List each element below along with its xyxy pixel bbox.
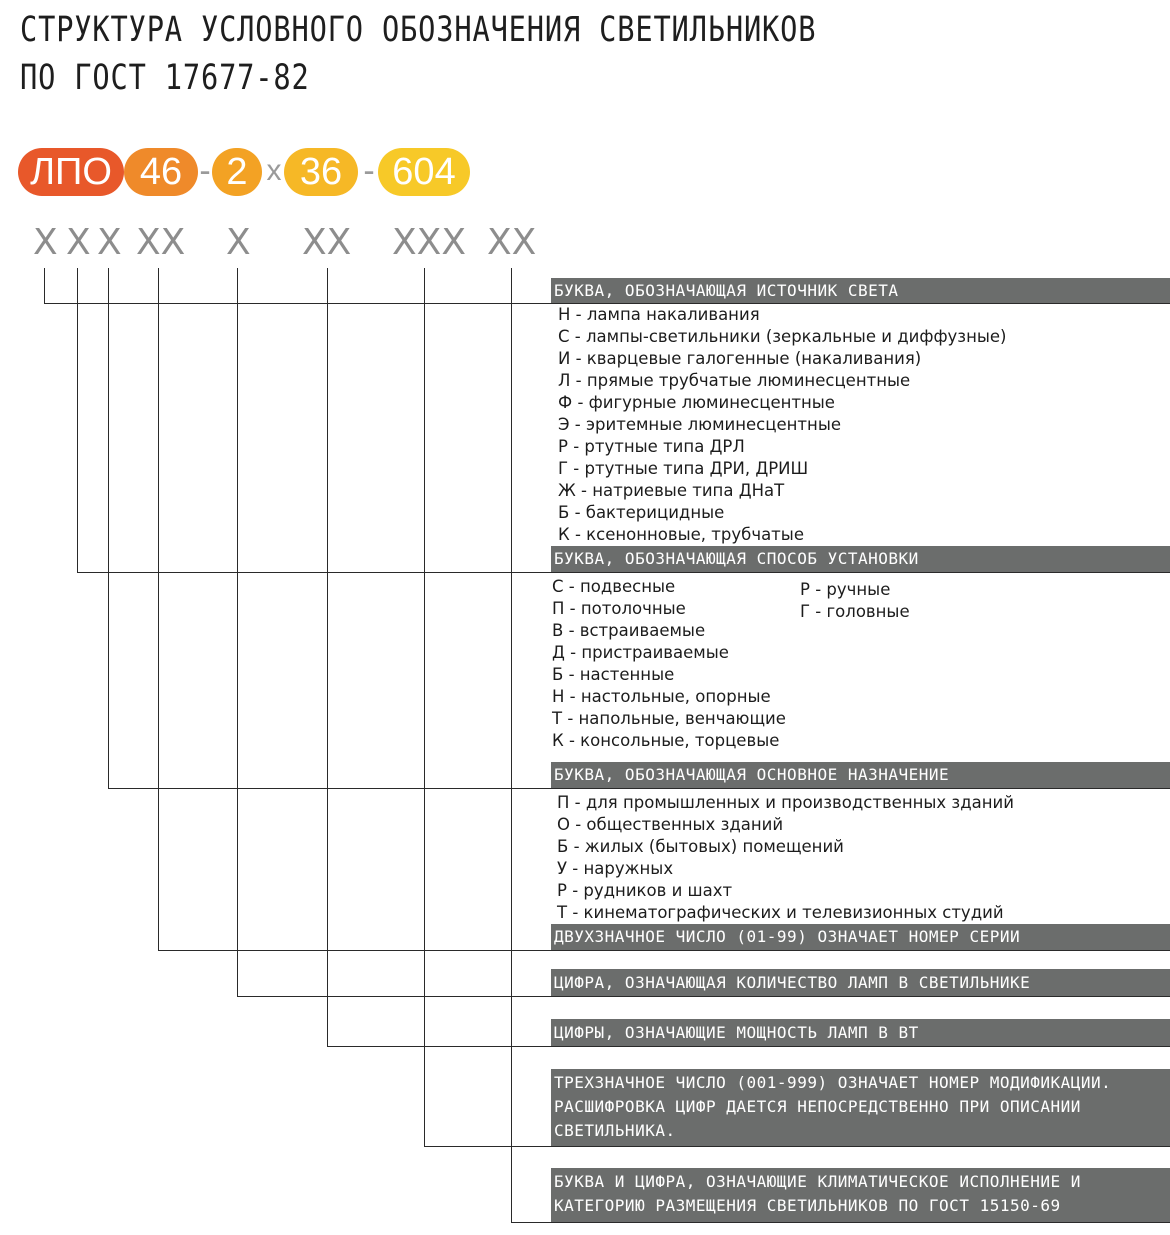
connector-modification-vertical [424,268,425,1147]
list-item: Г - головные [800,602,910,621]
list-item: Т - кинематографических и телевизионных студий [557,903,1004,922]
example-part-lamp-count: 2 [212,148,262,196]
list-item: Э - эритемные люминесцентные [558,415,842,434]
connector-lamp-count-vertical [237,268,238,997]
section-header-series: ДВУХЗНАЧНОЕ ЧИСЛО (01-99) ОЗНАЧАЕТ НОМЕР СЕРИИ [551,924,1170,950]
connector-power-horizontal [327,1046,1170,1047]
example-separator-dash-2: - [363,152,375,190]
list-item: Д - пристраиваемые [552,643,729,662]
section-header-purpose: БУКВА, ОБОЗНАЧАЮЩАЯ ОСНОВНОЕ НАЗНАЧЕНИЕ [551,762,1170,788]
placeholder-purpose: X [97,222,122,263]
list-item: Ж - натриевые типа ДНаТ [558,481,785,500]
connector-light-source-vertical [44,268,45,304]
placeholder-light-source: X [33,222,58,263]
list-item: Л - прямые трубчатые люминесцентные [558,371,911,390]
placeholder-power: XX [302,222,352,263]
connector-installation-vertical [77,268,78,573]
connector-series-vertical [158,268,159,951]
section-header-modification: ТРЕХЗНАЧНОЕ ЧИСЛО (001-999) ОЗНАЧАЕТ НОМЕР МОДИФИКАЦИИ. РАСШИФРОВКА ЦИФР ДАЕТСЯ НЕПОСРЕДСТВЕННО ПРИ ОПИСАНИИ СВЕТИЛЬНИКА. [551,1069,1170,1146]
connector-installation-horizontal [77,572,1170,573]
list-item: Н - лампа накаливания [558,305,760,324]
connector-purpose-vertical [108,268,109,789]
section-header-climate: БУКВА И ЦИФРА, ОЗНАЧАЮЩИЕ КЛИМАТИЧЕСКОЕ ИСПОЛНЕНИЕ И КАТЕГОРИЮ РАЗМЕЩЕНИЯ СВЕТИЛЬНИКОВ ПО ГОСТ 15150-69 [551,1168,1170,1222]
page-subtitle: ПО ГОСТ 17677-82 [20,58,310,98]
list-item: Ф - фигурные люминесцентные [558,393,835,412]
section-header-installation: БУКВА, ОБОЗНАЧАЮЩАЯ СПОСОБ УСТАНОВКИ [551,546,1170,572]
connector-lamp-count-horizontal [237,996,1170,997]
connector-series-horizontal [158,950,1170,951]
list-item: Р - ручные [800,580,891,599]
list-item: П - для промышленных и производственных зданий [557,793,1014,812]
list-item: Б - настенные [552,665,675,684]
placeholder-modification: XXX [392,222,466,263]
connector-modification-horizontal [424,1146,1170,1147]
list-item: Н - настольные, опорные [552,687,771,706]
section-header-power: ЦИФРЫ, ОЗНАЧАЮЩИЕ МОЩНОСТЬ ЛАМП В ВТ [551,1019,1170,1046]
connector-power-vertical [327,268,328,1047]
page-title: СТРУКТУРА УСЛОВНОГО ОБОЗНАЧЕНИЯ СВЕТИЛЬНИКОВ [20,10,817,50]
connector-climate-vertical [511,268,512,1223]
example-part-series-number: 46 [124,148,198,196]
list-item: И - кварцевые галогенные (накаливания) [558,349,922,368]
list-item: П - потолочные [552,599,686,618]
list-item: С - подвесные [552,577,676,596]
list-item: К - консольные, торцевые [552,731,780,750]
list-item: Б - бактерицидные [558,503,725,522]
example-part-power: 36 [284,148,358,196]
connector-purpose-horizontal [108,788,1170,789]
list-item: Р - ртутные типа ДРЛ [558,437,745,456]
list-item: Б - жилых (бытовых) помещений [557,837,844,856]
example-part-series-letters: ЛПО [18,148,124,196]
section-header-lamp-count: ЦИФРА, ОЗНАЧАЮЩАЯ КОЛИЧЕСТВО ЛАМП В СВЕТИЛЬНИКЕ [551,969,1170,996]
list-item: В - встраиваемые [552,621,706,640]
list-item: Р - рудников и шахт [557,881,733,900]
list-item: С - лампы-светильники (зеркальные и диффузные) [558,327,1007,346]
example-part-modification: 604 [378,148,470,196]
section-header-light-source: БУКВА, ОБОЗНАЧАЮЩАЯ ИСТОЧНИК СВЕТА [551,278,1170,303]
placeholder-series: XX [136,222,186,263]
connector-climate-horizontal [511,1222,1170,1223]
placeholder-installation: X [66,222,91,263]
placeholder-climate: XX [487,222,537,263]
example-separator-x: x [266,154,282,187]
example-separator-dash-1: - [199,152,211,190]
list-item: Т - напольные, венчающие [552,709,786,728]
list-item: К - ксенонновые, трубчатые [558,525,804,544]
list-item: У - наружных [557,859,674,878]
list-item: О - общественных зданий [557,815,784,834]
placeholder-lamp-count: X [226,222,251,263]
list-item: Г - ртутные типа ДРИ, ДРИШ [558,459,809,478]
